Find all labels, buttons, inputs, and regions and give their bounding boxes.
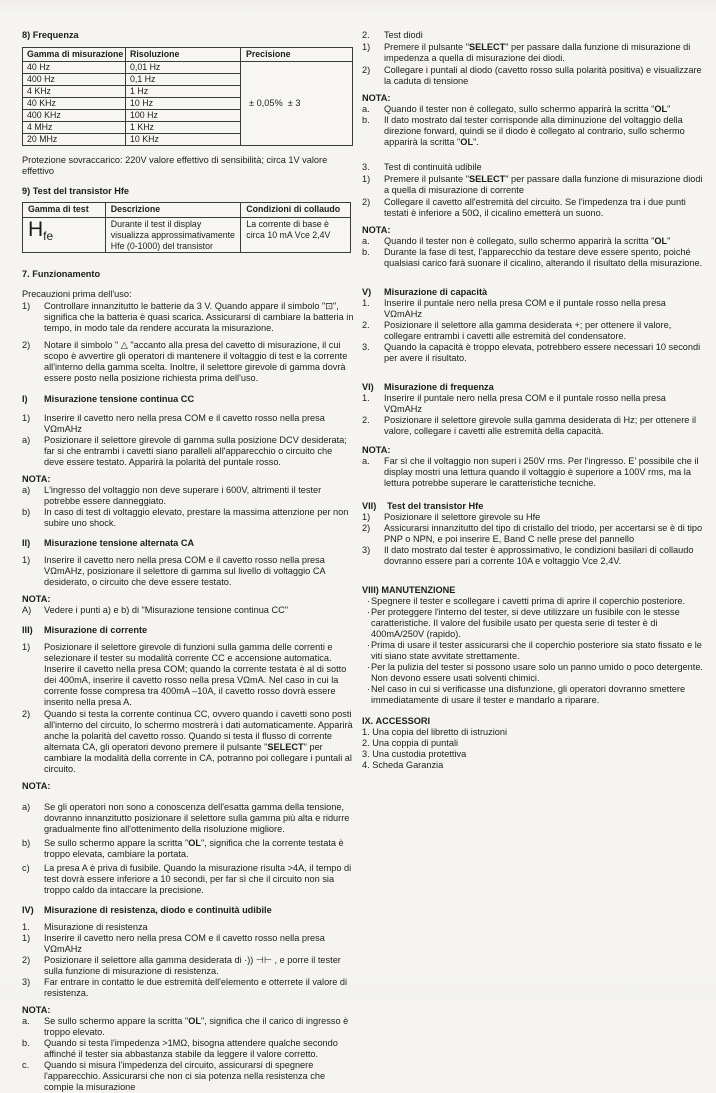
list-marker: a) xyxy=(22,435,31,446)
list-text: Il dato mostrato dal tester è approssimativo, le condizioni basilari di collaudo dovranno essere pari a corrente 10A e voltaggio Vce 2,4V. xyxy=(384,545,694,566)
list-text: Posizionare il selettore girevole sulla gamma desiderata di Hz; per ottenere il valore, collegare i cavetti alle estremità della capacità. xyxy=(384,415,697,436)
precision-column xyxy=(241,48,352,145)
hfe-test-list xyxy=(362,512,703,567)
list-item xyxy=(22,709,354,775)
bullet-item xyxy=(362,607,703,640)
list-marker: 2) xyxy=(362,65,371,75)
table-row xyxy=(23,110,240,122)
list-item xyxy=(22,642,354,708)
list-item xyxy=(362,162,703,173)
list-text: Inserire il puntale nero nella presa COM e il puntale rosso nella presa VΩmAHz xyxy=(384,393,666,414)
diode-test-list xyxy=(362,30,703,87)
nota-item xyxy=(22,507,354,529)
section-5-heading xyxy=(362,287,703,298)
heading-text: Misurazione di capacità xyxy=(384,287,488,297)
section-1-nota-list xyxy=(22,485,354,529)
list-text: Inserire il cavetto nero nella presa COM e il cavetto rosso nella presa VΩmAHz xyxy=(44,413,325,435)
list-item xyxy=(362,393,703,415)
bullet-marker: · xyxy=(367,607,371,617)
continuity-nota-list xyxy=(362,236,703,269)
col-header-conditions: Condizioni di collaudo xyxy=(241,203,351,218)
list-item xyxy=(362,30,703,41)
frequency-measure-list xyxy=(362,393,703,437)
maintenance-heading: VIII) MANUTENZIONE xyxy=(362,585,456,595)
list-marker: 1) xyxy=(362,512,371,522)
list-text: Se gli operatori non sono a conoscenza dell'esatta gamma della tensione, dovranno innanzitutto posizionare il selettore sulla gamma più alta e ridurre gradualmente fino all'ottenimento della risoluzione migliore. xyxy=(44,802,350,835)
nota-item xyxy=(22,1060,354,1093)
list-text: Controllare innanzitutto le batterie da 3 V. Quando appare il simbolo "⊡", significa che la batteria è quasi scarica. Assicurarsi di cambiare la batteria in tempo, in modo tale da rendere accurata la misurazione. xyxy=(44,301,354,334)
precautions-intro: Precauzioni prima dell'uso: xyxy=(22,289,132,300)
frequency-table-main xyxy=(23,48,241,145)
heading-text: Misurazione tensione continua CC xyxy=(44,394,195,405)
list-text: Premere il pulsante "SELECT" per passare dalla funzione di misurazione diodi a quella di misurazione di corrente xyxy=(384,174,703,195)
resolution-cell: 0,01 Hz xyxy=(130,62,161,72)
table-row xyxy=(23,98,240,110)
hfe-symbol-subscript: fe xyxy=(43,229,54,243)
list-marker: 2) xyxy=(22,340,31,351)
list-text: Durante la fase di test, l'apparecchio da testare deve essere spento, poiché qualsiasi carico farà suonare il cicalino, alterando il risultato della misurazione. xyxy=(384,247,703,268)
section-7-hfe-heading xyxy=(362,501,703,512)
diode-nota-list xyxy=(362,104,703,148)
list-marker: 2. xyxy=(362,415,370,425)
heading-text: Test del transistor Hfe xyxy=(387,501,484,511)
list-text: Posizionare il selettore alla gamma desiderata di ·)) ⊣⊢ , e porre il tester sulla funzione di misurazione di resistenza. xyxy=(44,955,341,977)
section-2-nota-list xyxy=(22,605,354,616)
list-item xyxy=(22,413,354,435)
right-column xyxy=(362,30,703,771)
list-text: Test di continuità udibile xyxy=(384,162,482,172)
list-text: Quando si testa l'impedenza >1MΩ, bisogna attendere qualche secondo affinché il tester sia abbastanza stabile da leggere il valore corretto. xyxy=(44,1038,338,1060)
list-item xyxy=(362,342,703,364)
hfe-table xyxy=(22,202,351,253)
frequency-nota-list xyxy=(362,456,703,489)
bullet-item xyxy=(362,640,703,662)
heading-numeral: VII) xyxy=(362,501,377,511)
bullet-marker: · xyxy=(367,684,371,694)
capacitance-list xyxy=(362,298,703,364)
hfe-symbol-cell xyxy=(23,218,106,253)
list-text: Posizionare il selettore alla gamma desiderata +; per ottenere il valore, collegare entrambi i cavetti alle estremità del condensatore. xyxy=(384,320,672,341)
col-header-test-range: Gamma di test xyxy=(23,203,106,218)
resolution-cell: 1 KHz xyxy=(130,122,154,132)
nota-item xyxy=(22,863,354,896)
list-marker: 3) xyxy=(22,977,31,988)
list-marker: 1) xyxy=(362,42,371,52)
list-text: Far entrare in contatto le due estremità dell'elemento e otterrete il valore di resistenza. xyxy=(44,977,348,999)
frequency-rows xyxy=(23,62,240,145)
heading-text: Misurazione di resistenza, diodo e continuità udibile xyxy=(44,905,272,916)
list-text: Se sullo schermo appare la scritta "OL", significa che il carico di ingresso è troppo elevato. xyxy=(44,1016,349,1038)
range-cell: 4 KHz xyxy=(23,86,126,97)
list-text: Per la pulizia del tester si possono usare solo un panno umido o poco detergente. Non devono essere usati solventi chimici. xyxy=(371,662,703,683)
list-item xyxy=(362,298,703,320)
nota-item xyxy=(362,456,703,489)
list-marker: a. xyxy=(362,104,370,114)
section-2-list xyxy=(22,555,354,588)
nota-label: NOTA: xyxy=(362,225,391,235)
hfe-symbol: H xyxy=(28,218,44,241)
list-text: L'ingresso del voltaggio non deve superare i 600V, altrimenti il tester potrebbe essere danneggiato. xyxy=(44,485,322,507)
list-marker: b) xyxy=(22,838,31,849)
section-4-nota-list xyxy=(22,1016,354,1093)
bullet-item xyxy=(362,596,703,607)
list-marker: 1. xyxy=(362,393,370,403)
list-text: Vedere i punti a) e b) di "Misurazione tensione continua CC" xyxy=(44,605,289,616)
list-text: Inserire il cavetto nero nella presa COM e il cavetto rosso nella presa VΩmAHz xyxy=(44,933,325,955)
list-marker: 2. xyxy=(362,30,370,40)
nota-item xyxy=(22,838,354,860)
accessories-list xyxy=(362,727,703,771)
table-row xyxy=(23,62,240,74)
section-1-list xyxy=(22,413,354,468)
list-marker: 1) xyxy=(22,555,31,566)
heading-text: Misurazione di frequenza xyxy=(384,382,494,392)
list-text: Quando si misura l'impedenza del circuito, assicurarsi di spegnere l'apparecchio. Assicurarsi che non ci sia potenza nella resistenza che compie la misurazione xyxy=(44,1060,326,1093)
bullet-item xyxy=(362,684,703,706)
table-row xyxy=(23,74,240,86)
list-text: Assicurarsi innanzitutto del tipo di cristallo del triodo, per accertarsi se è di tipo PNP o NPN, e poi inserire E, Band C nelle prese del pannello xyxy=(384,523,703,544)
range-cell: 4 MHz xyxy=(23,122,126,133)
resolution-cell: 10 KHz xyxy=(130,134,159,144)
section-9-heading: 9) Test del transistor Hfe xyxy=(22,186,130,196)
nota-item xyxy=(22,485,354,507)
list-text: Inserire il puntale nero nella presa COM e il puntale rosso nella presa VΩmAHz xyxy=(384,298,666,319)
section-2-heading xyxy=(22,538,354,549)
list-marker: 2) xyxy=(362,197,371,207)
list-marker: a) xyxy=(22,485,31,496)
hfe-table-header xyxy=(23,203,351,218)
list-text: Inserire il cavetto nero nella presa COM e il cavetto rosso nella presa VΩmAHz, posizionare il selettore di gamma sul livello di voltaggio CA desiderato, o circuito che deve essere testato. xyxy=(44,555,326,588)
continuity-test-list xyxy=(362,162,703,219)
list-marker: a. xyxy=(362,236,370,246)
list-text: La presa A è priva di fusibile. Quando la misurazione risulta >4A, il tempo di test dovrà essere inferiore a 10 secondi, per far sì che il circuito non sia troppo caldo da intaccare la precisione. xyxy=(44,863,352,896)
resolution-cell: 0,1 Hz xyxy=(130,74,156,84)
list-marker: c. xyxy=(22,1060,30,1071)
list-text: Notare il simbolo " △ "accanto alla presa del cavetto di misurazione, il cui scopo è avvertire gli operatori di mantenere il voltaggio di test e la corrente all'interno della gamma scelta. Inoltre, il selettore girevole di gamma dovrà essere posto nella posizione richiesta prima dell'uso. xyxy=(44,340,348,384)
list-item xyxy=(362,512,703,523)
heading-numeral: VI) xyxy=(362,382,374,392)
list-marker: A) xyxy=(22,605,32,616)
list-marker: 1) xyxy=(22,413,31,424)
list-text: Misurazione di resistenza xyxy=(44,922,148,933)
list-text: Il dato mostrato dal tester corrisponde alla diminuzione del voltaggio della direzione forward, quindi se il diodo è collegato al contrario, sullo schermo apparirà la scritta "OL". xyxy=(384,115,685,147)
nota-label: NOTA: xyxy=(362,445,391,455)
list-marker: c) xyxy=(22,863,30,874)
range-cell: 400 Hz xyxy=(23,74,126,85)
list-text: Test diodi xyxy=(384,30,423,40)
heading-text: Misurazione tensione alternata CA xyxy=(44,538,195,549)
col-header-description: Descrizione xyxy=(105,203,241,218)
list-marker: 2) xyxy=(362,523,371,533)
heading-numeral: III) xyxy=(22,625,33,636)
list-marker: 1. xyxy=(22,922,30,933)
section-3-nota-list xyxy=(22,802,354,896)
list-text: Posizionare il selettore girevole su Hfe xyxy=(384,512,541,522)
list-item xyxy=(22,977,354,999)
section-7-heading: 7. Funzionamento xyxy=(22,269,101,280)
list-marker: 1) xyxy=(362,174,371,184)
nota-item xyxy=(22,605,354,616)
list-text: Quando si testa la corrente continua CC, ovvero quando i cavetti sono posti all'interno del circuito, lo schermo mostrerà i dati automaticamente. Apparirà anche la polarità del cavetto rosso. Quando si testa il flusso di corrente alternata CA, gli operatori devono premere il pulsante "SELECT" per cambiare la modalità della corrente in CA, potranno poi collegare i puntali al circuito. xyxy=(44,709,353,775)
section-6-heading xyxy=(362,382,703,393)
range-cell: 400 KHz xyxy=(23,110,126,121)
list-marker: 2) xyxy=(22,955,31,966)
list-marker: b) xyxy=(22,507,31,518)
nota-item xyxy=(362,115,703,148)
list-text: Premere il pulsante "SELECT" per passare dalla funzione di misurazione di impedenza a quella di misurazione dei diodi. xyxy=(384,42,691,63)
nota-item xyxy=(22,1038,354,1060)
list-item xyxy=(22,922,354,933)
list-marker: a) xyxy=(22,802,31,813)
heading-numeral: V) xyxy=(362,287,372,297)
precautions-list xyxy=(22,301,354,384)
list-marker: b. xyxy=(362,247,370,257)
nota-item xyxy=(22,1016,354,1038)
list-item xyxy=(362,197,703,219)
section-3-list xyxy=(22,642,354,775)
table-row xyxy=(23,134,240,145)
nota-item xyxy=(362,247,703,269)
list-item xyxy=(22,555,354,588)
list-item xyxy=(362,320,703,342)
section-4-heading xyxy=(22,905,354,916)
range-cell: 40 KHz xyxy=(23,98,126,109)
list-item xyxy=(362,65,703,87)
table-row xyxy=(23,86,240,98)
list-text: In caso di test di voltaggio elevato, prestare la massima attenzione per non subire uno shock. xyxy=(44,507,349,529)
left-column xyxy=(22,30,354,1093)
section-1-heading xyxy=(22,394,354,405)
col-header-resolution: Risoluzione xyxy=(130,49,180,59)
heading-text: Misurazione di corrente xyxy=(44,625,148,636)
list-text: Quando la capacità è troppo elevata, potrebbero essere necessari 10 secondi per avere il risultato. xyxy=(384,342,701,363)
list-text: Prima di usare il tester assicurarsi che il coperchio posteriore sia stato fissato e le viti siano state avvitate strettamente. xyxy=(371,640,702,661)
list-marker: 1) xyxy=(22,642,31,653)
list-item xyxy=(22,933,354,955)
list-text: Far sì che il voltaggio non superi i 250V rms. Per l'ingresso. E' possibile che il display mostri una lettura quando il voltaggio è superiore a 100V rms, ma la lettura potrebbe superare le caratteristiche tecniche. xyxy=(384,456,699,488)
accessory-line: 4. Scheda Garanzia xyxy=(362,760,444,770)
list-marker: a. xyxy=(362,456,370,466)
list-item xyxy=(362,415,703,437)
list-text: Posizionare il selettore girevole di funzioni sulla gamma delle correnti e selezionare il tester su modalità corrente CC e accensione automatica. Inserire il cavetto nella presa COM; quando la corrente testata è al di sotto dei 400mA, inserire il cavetto rosso nella presa VΩmA. Nel caso in cui la corrente fosse compresa tra 400mA –10A, il cavetto rosso dovrà essere inserito nella presa A. xyxy=(44,642,347,708)
list-text: Per proteggere l'interno del tester, si deve utilizzare un fusibile con le stesse caratteristiche. Il valore del fusibile usato per questa serie di tester è di 400mA/250V (rapido). xyxy=(371,607,680,639)
accessory-line: 3. Una custodia protettiva xyxy=(362,749,467,759)
list-marker: b. xyxy=(22,1038,30,1049)
accessory-line: 1. Una copia del libretto di istruzioni xyxy=(362,727,508,737)
col-header-range: Gamma di misurazione xyxy=(23,48,126,61)
nota-item xyxy=(362,236,703,247)
bullet-item xyxy=(362,662,703,684)
list-text: Quando il tester non è collegato, sullo schermo apparirà la scritta "OL" xyxy=(384,236,671,246)
list-marker: b. xyxy=(362,115,370,125)
frequency-table xyxy=(22,47,353,146)
list-item xyxy=(22,340,354,384)
hfe-table-row xyxy=(23,218,351,253)
hfe-conditions-cell: La corrente di base è circa 10 mA Vce 2,4V xyxy=(241,218,351,253)
nota-label: NOTA: xyxy=(22,1005,51,1016)
list-text: Se sullo schermo appare la scritta "OL", significa che la corrente testata è troppo elevata, cambiare la portata. xyxy=(44,838,344,860)
list-marker: 3. xyxy=(362,342,370,352)
accessory-line: 2. Una coppia di puntali xyxy=(362,738,459,748)
list-item xyxy=(362,42,703,64)
list-marker: 2. xyxy=(362,320,370,330)
heading-numeral: II) xyxy=(22,538,31,549)
list-item xyxy=(22,955,354,977)
hfe-description-cell: Durante il test il display visualizza approssimativamente Hfe (0-1000) del transistor xyxy=(105,218,241,253)
precision-value: ± 0,05% ± 3 xyxy=(249,98,301,108)
overload-protection-note: Protezione sovraccarico: 220V valore effettivo di sensibilità; circa 1V valore effettivo xyxy=(22,155,328,176)
resolution-cell: 1 Hz xyxy=(130,86,149,96)
list-item xyxy=(22,301,354,334)
list-marker: a. xyxy=(22,1016,30,1027)
nota-label: NOTA: xyxy=(22,594,51,605)
list-item xyxy=(362,174,703,196)
list-marker: 1) xyxy=(22,933,31,944)
table-row xyxy=(23,122,240,134)
list-item xyxy=(362,545,703,567)
list-item xyxy=(22,435,354,468)
range-cell: 40 Hz xyxy=(23,62,126,73)
col-header-precision: Precisione xyxy=(241,48,352,62)
heading-numeral: I) xyxy=(22,394,28,405)
list-marker: 2) xyxy=(22,709,31,720)
bullet-marker: · xyxy=(367,662,371,672)
list-text: Nel caso in cui si verificasse una disfunzione, gli operatori dovranno smettere immediatamente di usare il tester e mandarlo a riparare. xyxy=(371,684,686,705)
section-3-heading xyxy=(22,625,354,636)
heading-numeral: IV) xyxy=(22,905,34,916)
list-marker: 3. xyxy=(362,162,370,172)
accessories-heading: IX. ACCESSORI xyxy=(362,716,431,726)
nota-label: NOTA: xyxy=(22,474,51,485)
nota-item xyxy=(22,802,354,835)
list-text: Collegare il cavetto all'estremità del circuito. Se l'impedenza tra i due punti testati è inferiore a 50Ω, il cicalino emetterà un suono. xyxy=(384,197,686,218)
list-marker: 1. xyxy=(362,298,370,308)
list-text: Collegare i puntali al diodo (cavetto rosso sulla polarità positiva) e visualizzare la caduta di tensione xyxy=(384,65,702,86)
resolution-cell: 100 Hz xyxy=(130,110,158,120)
frequency-table-header xyxy=(23,48,240,62)
range-cell: 20 MHz xyxy=(23,134,126,145)
list-text: Posizionare il selettore girevole di gamma sulla posizione DCV desiderata; far si che entrambi i cavetti siano paralleli all'apparecchio o circuito che deve essere testato. Apparirà la polarità del puntale rosso. xyxy=(44,435,347,468)
list-item xyxy=(362,523,703,545)
section-4-list xyxy=(22,922,354,999)
bullet-marker: · xyxy=(367,640,371,650)
list-marker: 3) xyxy=(362,545,371,555)
bullet-marker: · xyxy=(367,596,371,606)
nota-item xyxy=(362,104,703,115)
list-text: Quando il tester non è collegato, sullo schermo apparirà la scritta "OL" xyxy=(384,104,671,114)
list-text: Spegnere il tester e scollegare i cavetti prima di aprire il coperchio posteriore. xyxy=(371,596,686,606)
nota-label: NOTA: xyxy=(362,93,391,103)
section-8-heading: 8) Frequenza xyxy=(22,30,79,40)
maintenance-list xyxy=(362,596,703,706)
resolution-cell: 10 Hz xyxy=(130,98,153,108)
list-marker: 1) xyxy=(22,301,31,312)
nota-label: NOTA: xyxy=(22,781,51,792)
